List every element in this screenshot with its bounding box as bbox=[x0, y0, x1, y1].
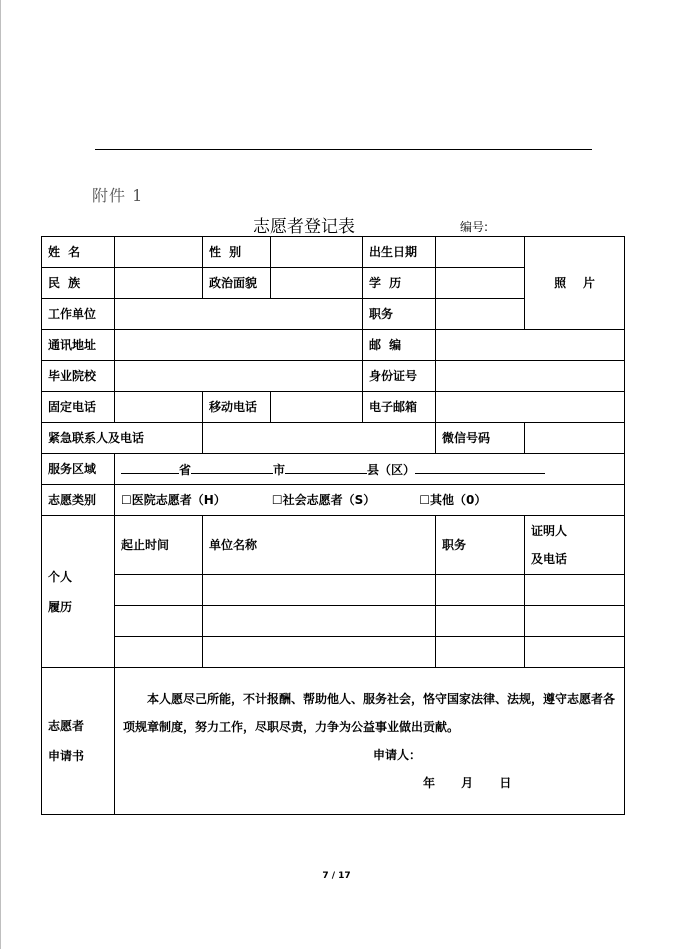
province-blank[interactable] bbox=[121, 460, 179, 474]
other-option-label: 其他（0） bbox=[430, 492, 487, 507]
serial-number-label: 编号: bbox=[460, 220, 489, 234]
education-label: 学 历 bbox=[363, 268, 436, 299]
email-field[interactable] bbox=[436, 392, 625, 423]
county-blank[interactable] bbox=[285, 460, 367, 474]
landline-field[interactable] bbox=[115, 392, 203, 423]
form-title: 志愿者登记表 bbox=[253, 217, 355, 237]
work-unit-label: 工作单位 bbox=[42, 299, 115, 330]
birth-date-label: 出生日期 bbox=[363, 237, 436, 268]
work-unit-field[interactable] bbox=[115, 299, 363, 330]
applicant-signature-label: 申请人： bbox=[373, 748, 422, 762]
photo-label: 照 片 bbox=[554, 275, 595, 290]
emergency-contact-field[interactable] bbox=[203, 423, 436, 454]
political-status-label: 政治面貌 bbox=[203, 268, 271, 299]
resume-row3-unit[interactable] bbox=[203, 637, 436, 668]
school-label: 毕业院校 bbox=[42, 361, 115, 392]
volunteer-type-options bbox=[115, 485, 625, 516]
page-edge bbox=[0, 0, 1, 949]
ethnicity-label: 民 族 bbox=[42, 268, 115, 299]
service-area-field[interactable] bbox=[115, 454, 625, 485]
school-field[interactable] bbox=[115, 361, 363, 392]
position-label: 职务 bbox=[363, 299, 436, 330]
social-option-label: 社会志愿者（S） bbox=[282, 492, 376, 507]
name-label: 姓 名 bbox=[42, 237, 115, 268]
resume-row2-witness[interactable] bbox=[525, 606, 625, 637]
resume-label: 个人 履历 bbox=[42, 516, 115, 668]
political-status-field[interactable] bbox=[271, 268, 363, 299]
gender-label: 性 别 bbox=[203, 237, 271, 268]
city-blank[interactable] bbox=[191, 460, 273, 474]
emergency-contact-label: 紧急联系人及电话 bbox=[42, 423, 203, 454]
hospital-option-label: 医院志愿者（H） bbox=[131, 492, 226, 507]
address-field[interactable] bbox=[115, 330, 363, 361]
id-number-field[interactable] bbox=[436, 361, 625, 392]
declaration-area bbox=[115, 668, 625, 815]
service-area-label: 服务区域 bbox=[42, 454, 115, 485]
gender-field[interactable] bbox=[271, 237, 363, 268]
unit-name-header: 单位名称 bbox=[203, 516, 436, 575]
period-header: 起止时间 bbox=[115, 516, 203, 575]
resume-row1-unit[interactable] bbox=[203, 575, 436, 606]
resume-row3-position[interactable] bbox=[436, 637, 525, 668]
county-label: 县（区） bbox=[367, 463, 416, 477]
declaration-text: 本人愿尽己所能，不计报酬、帮助他人、服务社会，恪守国家法律、法规，遵守志愿者各项规章制度，努力工作，尽职尽责，力争为公益事业做出贡献。 bbox=[123, 692, 616, 734]
wechat-field[interactable] bbox=[525, 423, 625, 454]
resume-row2-position[interactable] bbox=[436, 606, 525, 637]
position-field[interactable] bbox=[436, 299, 525, 330]
landline-label: 固定电话 bbox=[42, 392, 115, 423]
resume-position-header: 职务 bbox=[436, 516, 525, 575]
birth-date-field[interactable] bbox=[436, 237, 525, 268]
id-number-label: 身份证号 bbox=[363, 361, 436, 392]
resume-row3-period[interactable] bbox=[115, 637, 203, 668]
city-label: 市 bbox=[273, 463, 286, 477]
witness-header: 证明人 及电话 bbox=[525, 516, 625, 575]
name-field[interactable] bbox=[115, 237, 203, 268]
address-label: 通讯地址 bbox=[42, 330, 115, 361]
resume-row1-period[interactable] bbox=[115, 575, 203, 606]
hospital-checkbox[interactable]: ☐ bbox=[121, 492, 132, 507]
application-label: 志愿者 申请书 bbox=[42, 668, 115, 815]
attachment-label: 附件 1 bbox=[92, 186, 144, 205]
province-label: 省 bbox=[179, 463, 192, 477]
resume-row1-position[interactable] bbox=[436, 575, 525, 606]
other-checkbox[interactable]: ☐ bbox=[419, 492, 430, 507]
mobile-label: 移动电话 bbox=[203, 392, 271, 423]
social-checkbox[interactable]: ☐ bbox=[271, 492, 283, 507]
photo-area[interactable] bbox=[525, 237, 625, 330]
resume-row3-witness[interactable] bbox=[525, 637, 625, 668]
volunteer-type-label: 志愿类别 bbox=[42, 485, 115, 516]
header-rule bbox=[95, 149, 592, 150]
postcode-field[interactable] bbox=[436, 330, 625, 361]
email-label: 电子邮箱 bbox=[363, 392, 436, 423]
postcode-label: 邮 编 bbox=[363, 330, 436, 361]
application-date: 年 月 日 bbox=[423, 776, 512, 790]
resume-row2-period[interactable] bbox=[115, 606, 203, 637]
mobile-field[interactable] bbox=[271, 392, 363, 423]
area-detail-blank[interactable] bbox=[415, 460, 545, 474]
resume-row2-unit[interactable] bbox=[203, 606, 436, 637]
wechat-label: 微信号码 bbox=[436, 423, 525, 454]
ethnicity-field[interactable] bbox=[115, 268, 203, 299]
resume-row1-witness[interactable] bbox=[525, 575, 625, 606]
education-field[interactable] bbox=[436, 268, 525, 299]
registration-form bbox=[41, 236, 625, 815]
page-number: 7 / 17 bbox=[322, 871, 351, 881]
